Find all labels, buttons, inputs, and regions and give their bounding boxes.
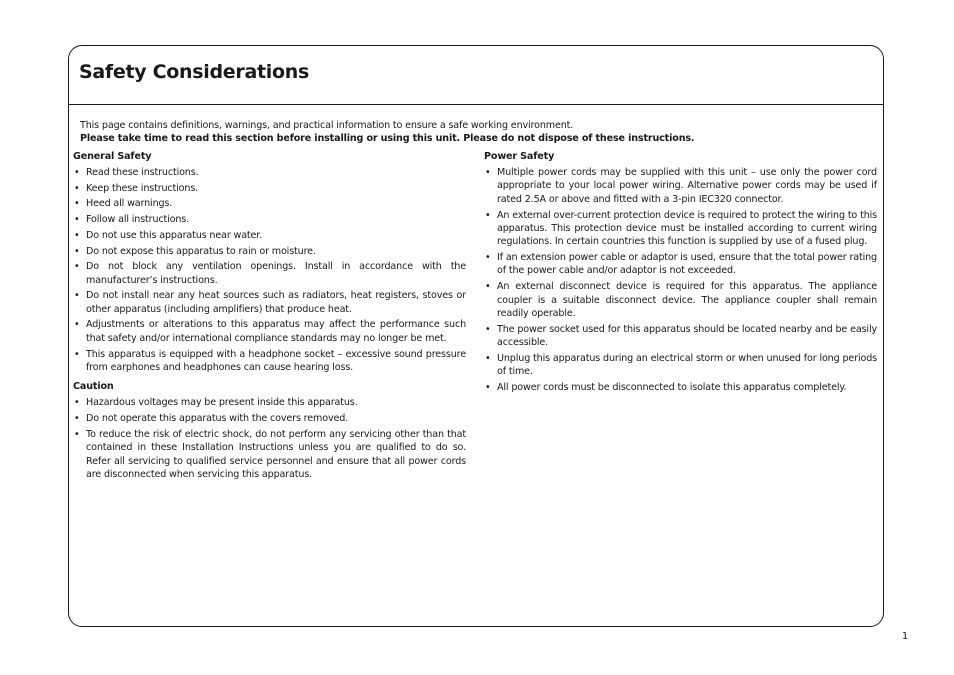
list-item: • Do not block any ventilation openings. Install in accordance with the manufacturer’s instructions.: [73, 260, 466, 287]
list-item: • Do not install near any heat sources such as radiators, heat registers, stoves or other apparatus (including amplifiers) that produce heat.: [73, 289, 466, 316]
right-column: [484, 150, 877, 400]
list-item: • Do not operate this apparatus with the covers removed.: [73, 412, 466, 425]
left-column: [73, 150, 466, 487]
list-item: • If an extension power cable or adaptor is used, ensure that the total power rating of the power cable and/or adaptor is not exceeded.: [484, 251, 877, 278]
list-item: • An external disconnect device is required for this apparatus. The appliance coupler is a suitable disconnect device. The appliance coupler shall remain readily operable.: [484, 280, 877, 320]
intro-text: This page contains definitions, warnings, and practical information to ensure a safe working environment.: [80, 120, 574, 131]
caution-list: [73, 396, 466, 481]
intro: [80, 119, 880, 145]
list-item: • Multiple power cords may be supplied with this unit – use only the power cord appropriate to your local power wiring. Alternative power cords may be used if rated 2.5A or above and fitted with a 3-pin IEC320 connector.: [484, 166, 877, 206]
list-item: • Unplug this apparatus during an electrical storm or when unused for long periods of time.: [484, 352, 877, 379]
power-safety-list: [484, 166, 877, 394]
list-item: • Heed all warnings.: [73, 197, 466, 210]
list-item: • Adjustments or alterations to this apparatus may affect the performance such that safety and/or international compliance standards may no longer be met.: [73, 318, 466, 345]
general-safety-heading: General Safety: [73, 151, 152, 162]
list-item: • The power socket used for this apparatus should be located nearby and be easily accessible.: [484, 323, 877, 350]
general-safety-list: [73, 166, 466, 374]
list-item: • Do not expose this apparatus to rain or moisture.: [73, 245, 466, 258]
list-item: • Read these instructions.: [73, 166, 466, 179]
list-item: • To reduce the risk of electric shock, do not perform any servicing other than that contained in these Installation Instructions unless you are qualified to do so. Refer all servicing to qualified service personnel and ensure that all power cords are disconnected when servicing this apparatus.: [73, 428, 466, 482]
power-safety-heading: Power Safety: [484, 151, 555, 162]
list-item: • Follow all instructions.: [73, 213, 466, 226]
page-frame: [68, 45, 884, 627]
list-item: • Hazardous voltages may be present inside this apparatus.: [73, 396, 466, 409]
list-item: • All power cords must be disconnected to isolate this apparatus completely.: [484, 381, 877, 394]
page-number: 1: [902, 631, 909, 642]
caution-heading: Caution: [73, 381, 114, 393]
intro-warning: Please take time to read this section before installing or using this unit. Please do not dispose of these instructions.: [80, 133, 695, 144]
page-title: Safety Considerations: [79, 61, 309, 83]
list-item: • An external over-current protection device is required to protect the wiring to this apparatus. This protection device must be installed according to current wiring regulations. In certain countries this function is supplied by use of a fused plug.: [484, 209, 877, 249]
title-bar: [69, 46, 883, 105]
list-item: • Keep these instructions.: [73, 182, 466, 195]
list-item: • This apparatus is equipped with a headphone socket – excessive sound pressure from earphones and headphones can cause hearing loss.: [73, 348, 466, 375]
list-item: • Do not use this apparatus near water.: [73, 229, 466, 242]
